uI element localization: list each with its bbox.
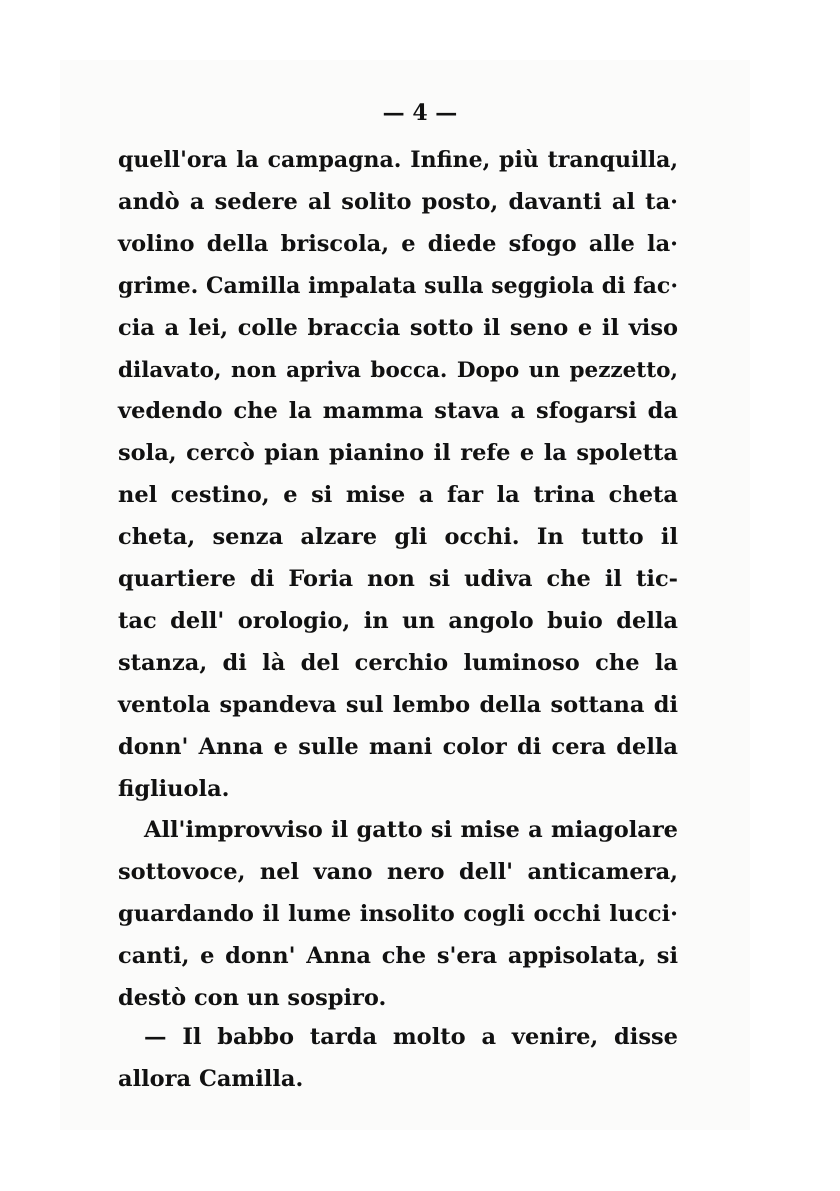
paragraph-2 (118, 810, 678, 1020)
text-line: quartiere di Foria non si udiva che il tic- (118, 566, 678, 593)
text-line: allora Camilla. (118, 1065, 304, 1092)
text-line: All'improvviso il gatto si mise a miagolare (144, 817, 678, 843)
text-line: nel cestino, e si mise a far la trina cheta (118, 482, 678, 509)
paragraph-3 (118, 1017, 678, 1101)
page-number: — 4 — (382, 100, 458, 126)
text-line: cheta, senza alzare gli occhi. In tutto il (118, 524, 678, 551)
text-line: stanza, di là del cerchio luminoso che la (118, 649, 678, 676)
text-line: grime. Camilla impalata sulla seggiola di fac· (118, 272, 678, 299)
text-line: sottovoce, nel vano nero dell' anticamera, (118, 858, 678, 885)
text-line: tac dell' orologio, in un angolo buio della (118, 607, 678, 634)
text-line: donn' Anna e sulle mani color di cera della (118, 733, 678, 760)
text-line: figliuola. (118, 775, 230, 802)
text-line: vedendo che la mamma stava a sfogarsi da (118, 398, 678, 425)
text-line: cia a lei, colle braccia sotto il seno e il viso (118, 314, 678, 341)
text-line: canti, e donn' Anna che s'era appisolata, si (118, 942, 678, 969)
text-line: andò a sedere al solito posto, davanti al ta· (118, 188, 678, 215)
text-line: destò con un sospiro. (118, 984, 387, 1011)
text-line: — Il babbo tarda molto a venire, disse (144, 1024, 678, 1050)
text-line: volino della briscola, e diede sfogo alle la· (118, 230, 678, 257)
paragraph-1 (118, 140, 678, 811)
text-line: quell'ora la campagna. Infine, più tranquilla, (118, 147, 678, 173)
text-line: ventola spandeva sul lembo della sottana di (118, 691, 678, 718)
text-line: dilavato, non apriva bocca. Dopo un pezzetto, (118, 357, 678, 383)
text-line: sola, cercò pian pianino il refe e la spoletta (118, 440, 678, 467)
text-line: guardando il lume insolito cogli occhi lucci· (118, 900, 678, 927)
